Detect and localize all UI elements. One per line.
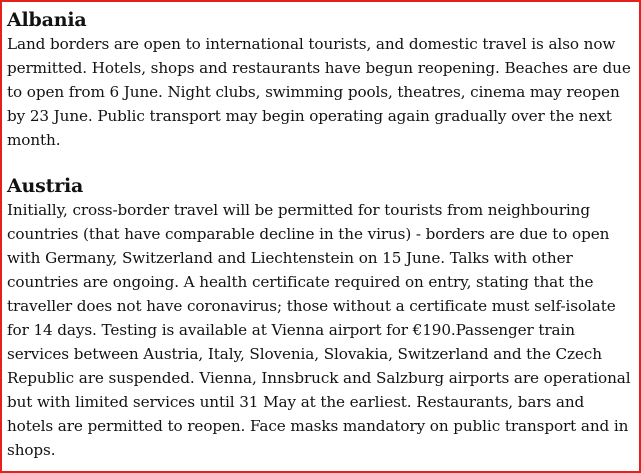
- country-heading: Albania: [7, 9, 87, 31]
- country-paragraph: Land borders are open to international tourists, and domestic travel is also now permitted. Hotels, shops and restaurants have begun reopening. Beaches are due to open from 6 June. Night clubs, swimming pools, theatres, cinema may reopen by 23 June. Public transport may begin operating again gradually over the next month.: [7, 35, 631, 149]
- country-paragraph: Initially, cross-border travel will be permitted for tourists from neighbouring countries (that have comparable decline in the virus) - borders are due to open with Germany, Switzerland and Liechtenstein on 15 June. Talks with other countries are ongoing. A health certificate required on entry, stating that the traveller does not have coronavirus; those without a certificate must self-isolate for 14 days. Testing is available at Vienna airport for €190.Passenger train services between Austria, Italy, Slovenia, Slovakia, Switzerland and the Czech Republic are suspended. Vienna, Innsbruck and Salzburg airports are operational but with limited services until 31 May at the earliest. Restaurants, bars and hotels are permitted to reopen. Face masks mandatory on public transport and in shops.: [7, 201, 631, 459]
- country-section-albania: [7, 8, 633, 152]
- country-section-austria: [7, 174, 633, 462]
- country-heading: Austria: [7, 175, 84, 197]
